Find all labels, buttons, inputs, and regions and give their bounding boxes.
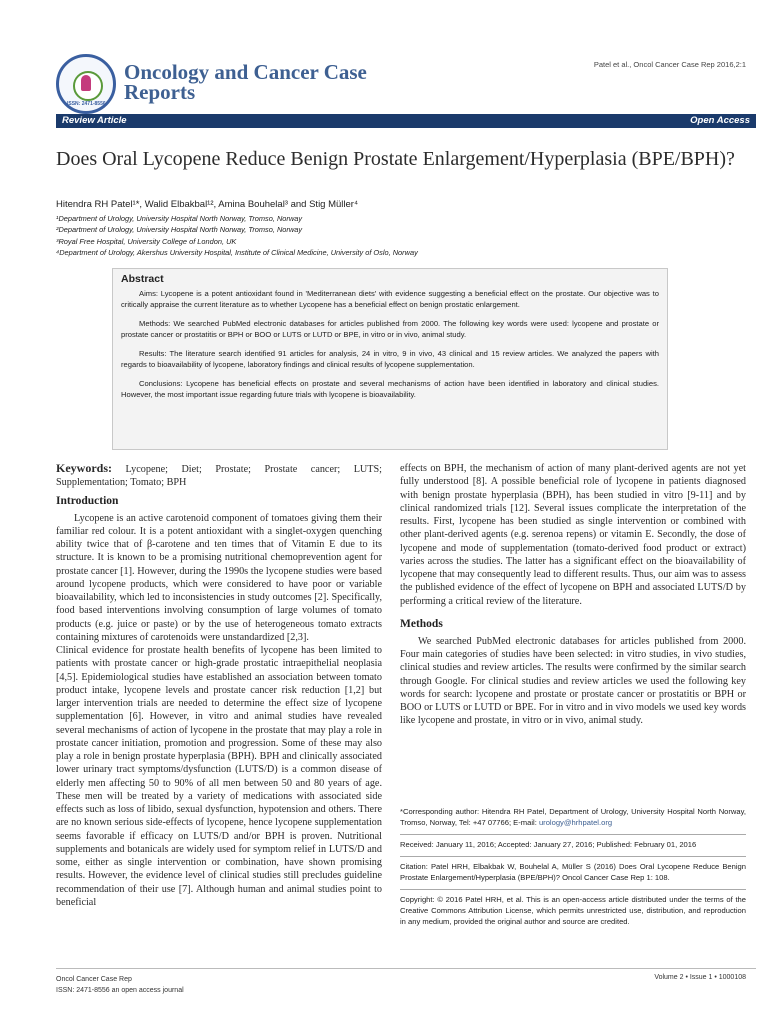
- received-dates: Received: January 11, 2016; Accepted: January 27, 2016; Published: February 01, 2016: [400, 840, 697, 849]
- keywords: [56, 462, 382, 490]
- abstract-box: [112, 268, 668, 450]
- intro-paragraph-2: Clinical evidence for prostate health benefits of lycopene has been limited to patients with prostate cancer or high-grade prostatic intraepithelial neoplasia [4,5]. Epidemiological studies have established an association between tomato product intake, lycopene levels and prostate cancer risk reduction [1,2] but larger intervention trials are needed to determine the effect size of lycopene supplementation [6]. However, in vitro and animal studies have revealed several mechanisms of action of lycopene in the prostate that may play a role in prostate cancer initiation, promotion and progression. Some of these may also play a role in benign prostate hyperplasia (BPH). BPH and clinically associated lower urinary tract symptoms/dysfunction (LUTS/D) is a common disease of elderly men affecting 50 to 90% of all men between 50 and 80 years of age. These men will be treated by a variety of medications with associated side effects such as loss of libido, sexual dysfunction, hypotension and others. There are no known serious side-effects of lycopene, hence lycopene supplementation seems favorable if efficacy on LUTS/D and/or BPH is proven. Nutritional supplements and botanicals are widely used for symptom relief in LUTS/D and some, either as single intervention or combination, have shown promising results. However, the evidence level of clinical studies still precludes guideline recommendation of their use [7]. Although human and animal studies point to beneficial: [56, 645, 382, 908]
- article-type-bar: [56, 114, 756, 128]
- journal-logo: [56, 54, 116, 114]
- correspondence-footnote: [400, 806, 746, 927]
- article-title: Does Oral Lycopene Reduce Benign Prostate Enlargement/Hyperplasia (BPE/BPH)?: [56, 148, 735, 170]
- awareness-ribbon-icon: [81, 75, 91, 91]
- footer-journal-info: [56, 974, 184, 996]
- footer-journal: Oncol Cancer Case Rep: [56, 976, 132, 983]
- affiliation-4: ⁴Department of Urology, Akershus University Hospital, Institute of Clinical Medicine, University of Oslo, Norway: [56, 247, 418, 257]
- keywords-label: Keywords:: [56, 461, 112, 475]
- abstract-methods: Methods: We searched PubMed electronic databases for articles published from 2000. The following key words were used: lycopene and prostate or prostate cancer or prostatitis or BPH or BOO or LUTS or LUTD or BPE, in vitro or in vivo, animal study.: [121, 319, 659, 339]
- footnote-divider: [400, 834, 746, 835]
- footnote-divider: [400, 856, 746, 857]
- intro-paragraph-1: Lycopene is an active carotenoid component of tomatoes giving them their familiar red colour. It is a potent antioxidant with a singlet-oxygen quenching ability twice that of β-carotene and ten times that of Vitamin E due to its structure. It is known to be a promising nutritional chemoprevention agent for prostate cancer [1]. However, during the 1990s the lycopene studies were based around lycopene products, which were considered to have poor or variable bioavailability, which led to inconsistencies in study outcomes [2]. Specifically, food based interventions involving consumption of large volumes of tomato products (e.g. juice or paste) or by the use of heterogeneous tomato extracts containing mixtures of carotenoids were unstandardized [2,3].: [56, 512, 382, 643]
- footer-volume: Volume 2 • Issue 1 • 1000108: [654, 974, 746, 981]
- copyright-note: Copyright: © 2016 Patel HRH, et al. This is an open-access article distributed under the terms of the Creative Commons Attribution License, which permits unrestricted use, distribution, and reproduction in any medium, provided the original author and source are credited.: [400, 895, 746, 926]
- journal-name: [124, 62, 424, 102]
- abstract-aims: Aims: Lycopene is a potent antioxidant found in 'Mediterranean diets' with evidence suggesting a beneficial effect on the prostate. Our objective was to critically appraise the current literature as to whether Lycopene has a beneficial effect on benign prostatic enlargement.: [121, 289, 659, 309]
- footer-issn: ISSN: 2471-8556 an open access journal: [56, 987, 184, 994]
- author-list: Hitendra RH Patel¹*, Walid Elbakbal¹², Amina Bouhelal³ and Stig Müller⁴: [56, 199, 359, 210]
- corresponding-author: [400, 806, 746, 828]
- footnote-divider: [400, 889, 746, 890]
- methods-heading: Methods: [400, 617, 443, 630]
- left-column: [56, 462, 382, 909]
- introduction-heading: Introduction: [56, 494, 119, 507]
- right-column: [400, 462, 746, 728]
- footer-divider: [56, 968, 756, 969]
- journal-name-line1: Oncology and Cancer Case: [124, 60, 367, 84]
- header-citation: Patel et al., Oncol Cancer Case Rep 2016,2:1: [593, 60, 746, 69]
- intro-paragraph-continued: effects on BPH, the mechanism of action of many plant-derived agents are not yet fully understood [8]. A possible beneficial role of lycopene in patients diagnosed with benign prostate hyperplasia (BPH), has been studied in vitro [9-11] and by clinical randomized trials [12]. Several issues complicate the interpretation of the results. First, lycopene has been studied as single intervention or combined with other plant-derived agents (e.g. serenoa repens) or vitamin E. Secondly, the dose of lycopene and mode of supplementation (tomato-derived food product or extract) varies across the studies. The latter has a significant effect on the bioavailability of lycopene that may consequently lead to different results. Thus, our aim was to assess the published evidence of the effect of lycopene on BPH and associated LUTS/D by performing a critical review of the literature.: [400, 463, 746, 607]
- affiliation-1: ¹Department of Urology, University Hospital North Norway, Tromso, Norway: [56, 214, 303, 223]
- logo-issn: ISSN: 2471-8556: [67, 101, 106, 107]
- journal-name-line2: Reports: [124, 80, 196, 104]
- author-email-link[interactable]: urology@hrhpatel.org: [538, 818, 613, 827]
- citation-note: Citation: Patel HRH, Elbakbak W, Bouhelal A, Müller S (2016) Does Oral Lycopene Reduce Benign Prostate Enlargement/Hyperplasia (BPE/BPH)? Oncol Cancer Case Rep 1: 108.: [400, 862, 746, 882]
- abstract-heading: Abstract: [121, 273, 164, 285]
- affiliation-2: ²Department of Urology, University Hospital North Norway, Tromso, Norway: [56, 225, 303, 235]
- open-access-label: Open Access: [690, 115, 750, 126]
- affiliations: [56, 213, 418, 258]
- affiliation-3: ³Royal Free Hospital, University College of London, UK: [56, 236, 237, 246]
- methods-paragraph-1: We searched PubMed electronic databases for articles published from 2000. Four main categories of studies have been selected: in vitro studies, in vivo studies, clinical studies and review articles. The results were confirmed by the similar search through Google. For clinical studies and review articles we used the following key words for search: lycopene and prostate or prostate cancer or prostatitis or BPH or BOO or LUTS or LUTD or BPE. For in vitro and in vivo models we used key words like lycopene and prostate, in vitro or in vivo, animal study.: [400, 635, 746, 727]
- article-type: Review Article: [62, 115, 127, 126]
- abstract-results: Results: The literature search identified 91 articles for analysis, 24 in vitro, 9 in vivo, 43 clinical and 15 review articles. We analyzed the papers with regards to bioavailability of lycopene, laboratory findings and clinical results of lycopene supplementation.: [121, 349, 659, 369]
- corresponding-author-text: *Corresponding author: Hitendra RH Patel, Department of Urology, University Hospital North Norway, Tromso, Norway, Tel: +47 07766; E-mail:: [400, 807, 746, 827]
- abstract-conclusions: Conclusions: Lycopene has beneficial effects on prostate and several mechanisms of action have been identified in laboratory and clinical studies. However, the most important issue regarding future trials with lycopene is bioavailability.: [121, 379, 659, 399]
- keywords-text: Lycopene; Diet; Prostate; Prostate cancer; LUTS; Supplementation; Tomato; BPH: [56, 464, 383, 489]
